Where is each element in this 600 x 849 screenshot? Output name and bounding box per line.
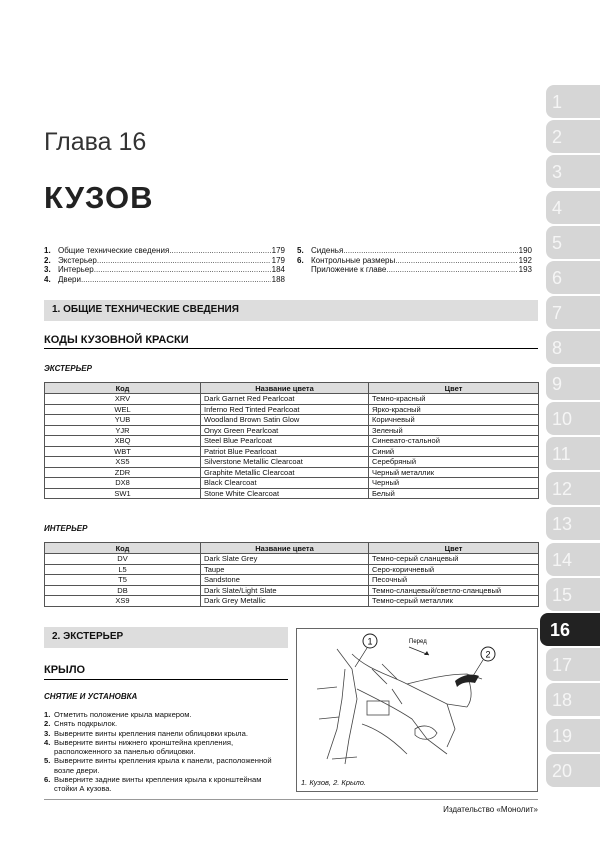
section-heading-general: 1. ОБЩИЕ ТЕХНИЧЕСКИЕ СВЕДЕНИЯ: [44, 300, 538, 321]
table-row: [45, 575, 539, 586]
toc-entry[interactable]: [44, 246, 285, 256]
step-number: 6.: [44, 775, 51, 785]
color-code: SW1: [45, 488, 201, 499]
color-name: Patriot Blue Pearlcoat: [201, 446, 369, 457]
chapter-tab-5[interactable]: 5: [546, 226, 600, 259]
toc-leader: [94, 265, 271, 275]
color-name: Stone White Clearcoat: [201, 488, 369, 499]
color-code: XBQ: [45, 436, 201, 447]
step-text: Выверните винты крепления панели облицовки крыла.: [54, 728, 248, 738]
toc-number: [297, 265, 311, 275]
step-item: [44, 710, 284, 719]
table-row: [45, 564, 539, 575]
divider: [44, 679, 288, 680]
step-text: Отметить положение крыла маркером.: [54, 710, 192, 719]
table-row: [45, 488, 539, 499]
chapter-tab-9[interactable]: 9: [546, 367, 600, 400]
toc-page: 179: [271, 255, 285, 265]
step-item: [44, 719, 284, 728]
figure-caption: 1. Кузов, 2. Крыло.: [301, 778, 367, 787]
color-name: Dark Garnet Red Pearlcoat: [201, 394, 369, 405]
color-description: Синевато-стальной: [369, 436, 539, 447]
table-row: [45, 394, 539, 405]
toc-right: [297, 246, 532, 275]
step-number: 4.: [44, 737, 51, 747]
callout-1: 1: [367, 636, 373, 647]
color-description: Серо-коричневый: [369, 564, 539, 575]
color-name: Sandstone: [201, 575, 369, 586]
chapter-tab-20[interactable]: 20: [546, 754, 600, 787]
removal-heading: СНЯТИЕ И УСТАНОВКА: [44, 692, 138, 701]
step-item: [44, 738, 284, 757]
step-item: [44, 756, 284, 775]
toc-leader: [395, 256, 517, 266]
toc-text: Интерьер: [58, 265, 94, 275]
color-description: Белый: [369, 488, 539, 499]
toc-text: Экстерьер: [58, 255, 97, 265]
table-row: [45, 404, 539, 415]
color-name: Graphite Metallic Clearcoat: [201, 467, 369, 478]
toc-entry[interactable]: [44, 275, 285, 285]
chapter-tab-4[interactable]: 4: [546, 191, 600, 224]
color-code: DV: [45, 554, 201, 565]
column-header: Код: [45, 543, 201, 554]
chapter-tab-8[interactable]: 8: [546, 331, 600, 364]
color-description: Зеленый: [369, 425, 539, 436]
chapter-tab-3[interactable]: 3: [546, 155, 600, 188]
toc-text: Двери: [58, 274, 81, 284]
table-row: [45, 425, 539, 436]
toc-entry[interactable]: [297, 246, 532, 256]
column-header: Цвет: [369, 543, 539, 554]
color-name: Onyx Green Pearlcoat: [201, 425, 369, 436]
toc-page: 184: [271, 265, 285, 275]
toc-entry[interactable]: [297, 256, 532, 266]
step-text: Снять подкрылок.: [54, 719, 118, 729]
toc-entry[interactable]: [44, 256, 285, 266]
divider: [44, 348, 538, 349]
toc-number: 6.: [297, 255, 304, 265]
step-number: 1.: [44, 710, 51, 719]
chapter-label: Глава 16: [44, 128, 147, 156]
interior-paint-table: [44, 542, 539, 607]
color-code: DB: [45, 585, 201, 596]
toc-text: Сиденья: [311, 246, 344, 255]
exterior-paint-table: [44, 382, 539, 499]
color-code: XS9: [45, 596, 201, 607]
table-row: [45, 446, 539, 457]
subheading-paint-codes: КОДЫ КУЗОВНОЙ КРАСКИ: [44, 334, 189, 346]
color-name: Taupe: [201, 564, 369, 575]
subheading-fender: КРЫЛО: [44, 664, 86, 676]
fender-figure: [296, 628, 538, 792]
toc-entry[interactable]: [297, 265, 532, 275]
color-code: YUB: [45, 415, 201, 426]
table-row: [45, 467, 539, 478]
toc-leader: [343, 246, 517, 256]
toc-entry[interactable]: [44, 265, 285, 275]
color-code: DX8: [45, 478, 201, 489]
color-description: Темно-серый металлик: [369, 596, 539, 607]
publisher-footer: Издательство «Монолит»: [443, 805, 538, 814]
footer-divider: [44, 799, 538, 800]
table-row: [45, 596, 539, 607]
toc-text-wrap: [311, 265, 518, 275]
chapter-tab-6[interactable]: 6: [546, 261, 600, 294]
table-row: [45, 415, 539, 426]
chapter-tab-12[interactable]: 12: [546, 472, 600, 505]
toc-text-wrap: [58, 275, 271, 285]
toc-page: 190: [518, 246, 532, 255]
color-description: Коричневый: [369, 415, 539, 426]
toc-number: 2.: [44, 255, 51, 265]
toc-number: 3.: [44, 265, 51, 275]
color-description: Темно-красный: [369, 394, 539, 405]
color-code: XRV: [45, 394, 201, 405]
section-heading-exterior: 2. ЭКСТЕРЬЕР: [44, 627, 288, 648]
chapter-tab-2[interactable]: 2: [546, 120, 600, 153]
toc-page: 179: [271, 246, 285, 255]
toc-leader: [81, 275, 271, 285]
toc-text-wrap: [58, 246, 271, 256]
toc-page: 192: [518, 255, 532, 265]
color-description: Темно-сланцевый/светло-сланцевый: [369, 585, 539, 596]
toc-text-wrap: [58, 265, 271, 275]
color-code: WBT: [45, 446, 201, 457]
step-number: 2.: [44, 719, 51, 729]
chapter-tab-1[interactable]: 1: [546, 85, 600, 118]
chapter-tab-19[interactable]: 19: [546, 719, 600, 752]
chapter-tab-7[interactable]: 7: [546, 296, 600, 329]
exterior-heading: ЭКСТЕРЬЕР: [44, 364, 92, 373]
color-code: ZDR: [45, 467, 201, 478]
color-name: Dark Slate Grey: [201, 554, 369, 565]
step-number: 5.: [44, 756, 51, 766]
interior-heading: ИНТЕРЬЕР: [44, 524, 88, 533]
procedure-steps: [44, 710, 284, 794]
step-text: Выверните винты крепления крыла к панели, расположенной возле двери.: [54, 756, 272, 775]
color-name: Silverstone Metallic Clearcoat: [201, 457, 369, 468]
column-header: Название цвета: [201, 383, 369, 394]
fender-edge-highlight: [455, 675, 479, 687]
step-number: 3.: [44, 728, 51, 738]
color-name: Woodland Brown Satin Glow: [201, 415, 369, 426]
chapter-tab-11[interactable]: 11: [546, 437, 600, 470]
color-name: Dark Slate/Light Slate: [201, 585, 369, 596]
step-text: Выверните задние винты крепления крыла к кронштейнам стойки А кузова.: [54, 775, 262, 794]
step-text: Выверните винты нижнего кронштейна крепления, расположенного за панелью облицовки.: [54, 737, 234, 757]
toc-number: 1.: [44, 246, 51, 255]
column-header: Название цвета: [201, 543, 369, 554]
toc-leader: [169, 246, 270, 256]
table-row: [45, 585, 539, 596]
fender-illustration: [297, 629, 537, 769]
toc-leader: [97, 256, 271, 266]
column-header: Цвет: [369, 383, 539, 394]
chapter-tab-16[interactable]: 16: [540, 613, 600, 646]
color-code: YJR: [45, 425, 201, 436]
toc-text: Приложение к главе: [311, 265, 387, 275]
chapter-tab-18[interactable]: 18: [546, 683, 600, 716]
color-description: Серебряный: [369, 457, 539, 468]
color-description: Ярко-красный: [369, 404, 539, 415]
color-description: Песочный: [369, 575, 539, 586]
table-row: [45, 436, 539, 447]
toc-text-wrap: [311, 256, 518, 266]
color-description: Синий: [369, 446, 539, 457]
toc-text: Общие технические сведения: [58, 246, 170, 255]
step-item: [44, 775, 284, 794]
toc-text-wrap: [58, 256, 271, 266]
toc-text: Контрольные размеры: [311, 255, 396, 265]
toc-leader: [386, 265, 517, 275]
color-description: Черный: [369, 478, 539, 489]
toc-page: 188: [271, 274, 285, 284]
table-row: [45, 554, 539, 565]
chapter-tab-13[interactable]: 13: [546, 507, 600, 540]
color-name: Black Clearcoat: [201, 478, 369, 489]
color-code: WEL: [45, 404, 201, 415]
chapter-title: КУЗОВ: [44, 180, 154, 215]
table-row: [45, 478, 539, 489]
chapter-tab-15[interactable]: 15: [546, 578, 600, 611]
chapter-tab-17[interactable]: 17: [546, 648, 600, 681]
front-label: Перед: [409, 639, 427, 645]
color-name: Steel Blue Pearlcoat: [201, 436, 369, 447]
callout-2: 2: [485, 649, 491, 660]
column-header: Код: [45, 383, 201, 394]
color-name: Dark Grey Metallic: [201, 596, 369, 607]
chapter-tab-14[interactable]: 14: [546, 543, 600, 576]
toc-number: 5.: [297, 246, 304, 255]
color-code: XS5: [45, 457, 201, 468]
table-row: [45, 457, 539, 468]
color-code: L5: [45, 564, 201, 575]
chapter-tab-10[interactable]: 10: [546, 402, 600, 435]
color-description: Темно-серый сланцевый: [369, 554, 539, 565]
toc-page: 193: [518, 265, 532, 275]
step-item: [44, 729, 284, 738]
color-name: Inferno Red Tinted Pearlcoat: [201, 404, 369, 415]
toc-number: 4.: [44, 274, 51, 284]
color-code: T5: [45, 575, 201, 586]
color-description: Черный металлик: [369, 467, 539, 478]
toc-left: [44, 246, 285, 284]
toc-text-wrap: [311, 246, 518, 256]
